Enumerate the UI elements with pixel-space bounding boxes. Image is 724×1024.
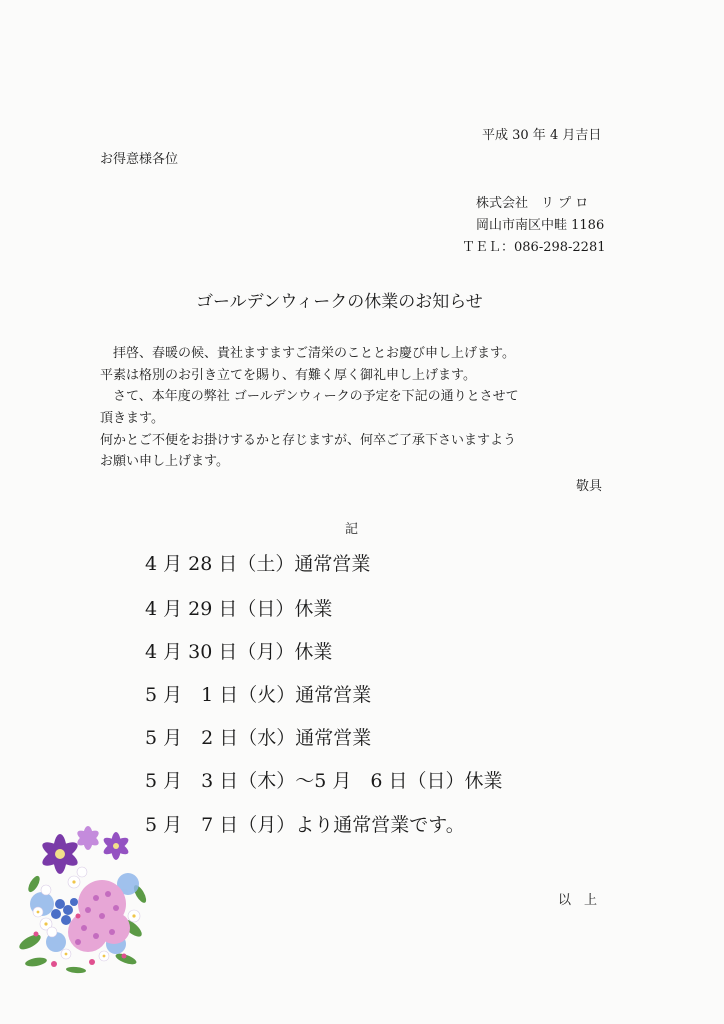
schedule-item: 4 月 30 日（月）休業	[145, 641, 333, 663]
body-line: 平素は格別のお引き立てを賜り、有難く厚く御礼申し上げます。	[100, 368, 476, 383]
body-line: お願い申し上げます。	[100, 454, 229, 469]
schedule-item: 5 月 1 日（火）通常営業	[145, 684, 372, 706]
sender-address: 岡山市南区中畦 1186	[476, 218, 605, 233]
body-line: 何かとご不便をお掛けするかと存じますが、何卒ご了承下さいますよう	[100, 433, 517, 448]
letter-date: 平成 30 年 4 月吉日	[482, 128, 602, 143]
schedule-item: 4 月 28 日（土）通常営業	[145, 553, 371, 575]
sender-company: 株式会社 リ プ ロ	[476, 196, 589, 211]
notice-title: ゴールデンウィークの休業のお知らせ	[196, 292, 483, 312]
schedule-item: 5 月 3 日（木）～5 月 6 日（日）休業	[145, 770, 503, 792]
addressee: お得意様各位	[100, 152, 179, 167]
body-line: 頂きます。	[100, 411, 164, 426]
schedule-item: 4 月 29 日（日）休業	[145, 598, 333, 620]
end-ijou: 以 上	[558, 893, 598, 908]
schedule-item: 5 月 7 日（月）より通常営業です。	[145, 814, 465, 836]
closing-keigu: 敬具	[576, 479, 603, 494]
body-line: さて、本年度の弊社 ゴールデンウィークの予定を下記の通りとさせて	[100, 389, 519, 404]
purple-clematis	[39, 834, 81, 874]
schedule-item: 5 月 2 日（水）通常営業	[145, 727, 372, 749]
sender-tel: ＴＥＬ：086-298-2281	[462, 240, 606, 255]
ki-heading: 記	[345, 522, 359, 537]
body-line: 拝啓、春暖の候、貴社ますますご清栄のこととお慶び申し上げます。	[100, 346, 515, 361]
flower-bouquet-illustration	[16, 824, 154, 976]
